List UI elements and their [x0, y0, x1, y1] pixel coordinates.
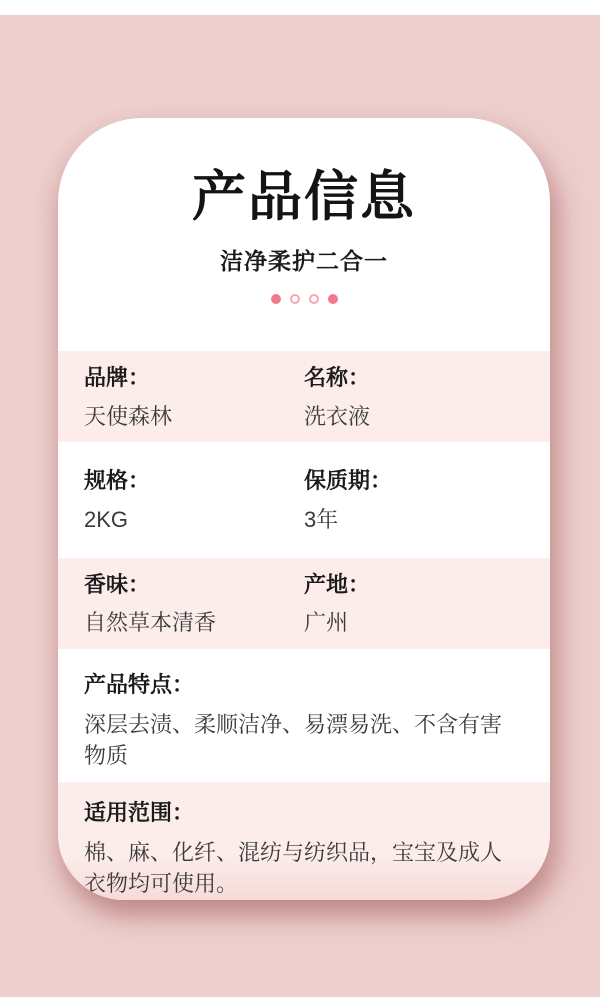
card-header	[58, 118, 550, 304]
info-row-features	[58, 649, 550, 782]
info-table	[58, 351, 550, 900]
field-value-shelflife: 3年	[304, 506, 339, 532]
info-cell-origin	[304, 571, 524, 638]
info-row-scent-origin	[58, 558, 550, 649]
field-label-brand: 品牌：	[84, 365, 151, 391]
field-value-origin: 广州	[304, 610, 349, 635]
field-value-brand: 天使森林	[84, 403, 173, 429]
field-value-features: 深层去渍、柔顺洁净、易漂易洗、不含有害物质	[84, 712, 503, 769]
field-label-features: 产品特点：	[84, 671, 195, 697]
field-label-scent: 香味：	[84, 571, 151, 597]
info-row-brand-name	[58, 351, 550, 442]
carousel-dot	[309, 294, 319, 304]
info-row-spec-shelflife	[58, 442, 550, 557]
info-cell-scent	[84, 571, 304, 638]
info-cell-shelflife	[304, 467, 524, 534]
field-label-spec: 规格：	[84, 468, 151, 494]
top-white-strip	[0, 0, 600, 15]
subtitle: 洁净柔护二合一	[220, 248, 388, 275]
carousel-dot	[290, 294, 300, 304]
field-label-shelflife: 保质期：	[304, 468, 393, 494]
field-label-name: 名称：	[304, 365, 371, 391]
field-label-origin: 产地：	[304, 571, 371, 597]
info-cell-brand	[84, 364, 304, 431]
carousel-dot	[328, 294, 338, 304]
field-label-scope: 适用范围：	[84, 799, 195, 825]
info-row-scope	[58, 782, 550, 900]
field-value-spec: 2KG	[84, 506, 129, 532]
carousel-dots	[58, 293, 550, 304]
info-cell-name	[304, 364, 524, 431]
info-cell-spec	[84, 467, 304, 534]
carousel-dot	[271, 294, 281, 304]
field-value-scent: 自然草本清香	[84, 610, 217, 635]
page-title: 产品信息	[192, 167, 416, 227]
product-info-card	[58, 118, 550, 900]
field-value-scope: 棉、麻、化纤、混纺与纺织品，宝宝及成人衣物均可使用。	[84, 840, 503, 897]
field-value-name: 洗衣液	[304, 403, 371, 429]
